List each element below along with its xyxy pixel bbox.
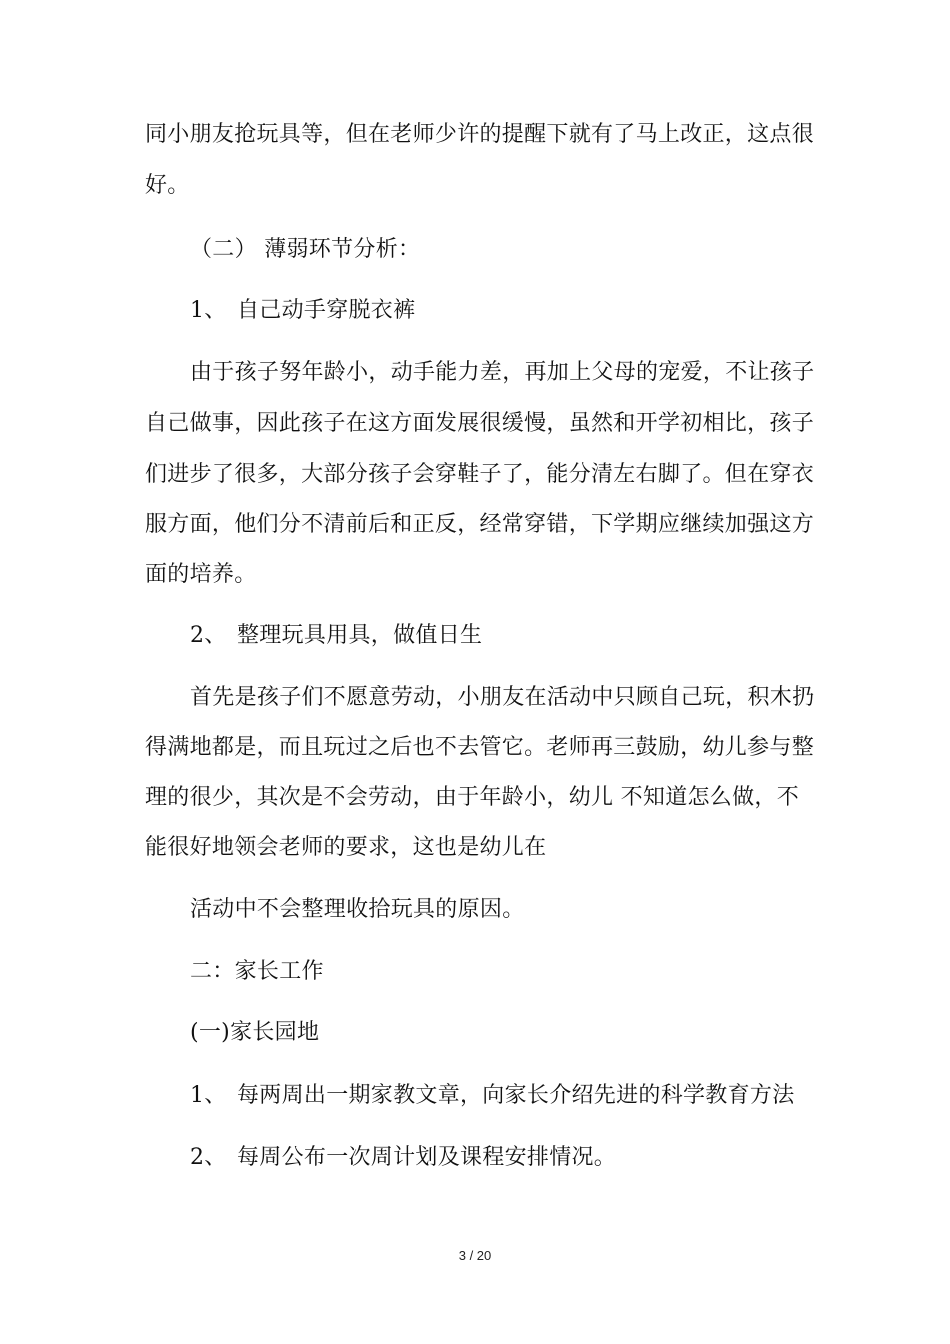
paragraph-line: 好。: [145, 173, 190, 198]
list-item: [190, 296, 415, 326]
paragraph-line: 们进步了很多，大部分孩子会穿鞋子了，能分清左右脚了。但在穿衣: [145, 462, 815, 487]
paragraph-line: 同小朋友抢玩具等，但在老师少许的提醒下就有了马上改正，这点很: [145, 122, 815, 147]
list-item-number: 1、: [190, 298, 227, 323]
list-item: [190, 1081, 795, 1111]
page-number: 3 / 20: [458, 1248, 492, 1263]
list-item-number: 2、: [190, 1145, 227, 1170]
list-item-number: 1、: [190, 1083, 227, 1108]
section-heading: 二：家长工作: [190, 959, 324, 984]
paragraph-line: 自己做事，因此孩子在这方面发展很缓慢，虽然和开学初相比，孩子: [145, 411, 815, 436]
paragraph-line: 能很好地领会老师的要求，这也是幼儿在: [145, 835, 547, 860]
subsection-heading: (一)家长园地: [190, 1020, 320, 1045]
paragraph-line: 理的很少，其次是不会劳动，由于年龄小，幼儿 不知道怎么做，不: [145, 785, 799, 810]
list-item-text: 每两周出一期家教文章，向家长介绍先进的科学教育方法: [237, 1083, 795, 1108]
list-item: [190, 1143, 616, 1173]
list-item-text: 每周公布一次周计划及课程安排情况。: [237, 1145, 617, 1170]
paragraph-line: 活动中不会整理收拾玩具的原因。: [190, 897, 525, 922]
list-item: [190, 621, 482, 651]
paragraph-line: 首先是孩子们不愿意劳动，小朋友在活动中只顾自己玩，积木扔: [190, 685, 815, 710]
list-item-number: 2、: [190, 623, 227, 648]
section-heading: （二） 薄弱环节分析：: [190, 237, 421, 262]
paragraph-line: 面的培养。: [145, 562, 257, 587]
paragraph-line: 由于孩子努年龄小，动手能力差，再加上父母的宠爱，不让孩子: [190, 360, 815, 385]
paragraph-line: 服方面，他们分不清前后和正反，经常穿错，下学期应继续加强这方: [145, 512, 815, 537]
list-item-text: 自己动手穿脱衣裤: [237, 298, 416, 323]
paragraph-line: 得满地都是，而且玩过之后也不去管它。老师再三鼓励，幼儿参与整: [145, 735, 815, 760]
list-item-text: 整理玩具用具，做值日生: [237, 623, 483, 648]
